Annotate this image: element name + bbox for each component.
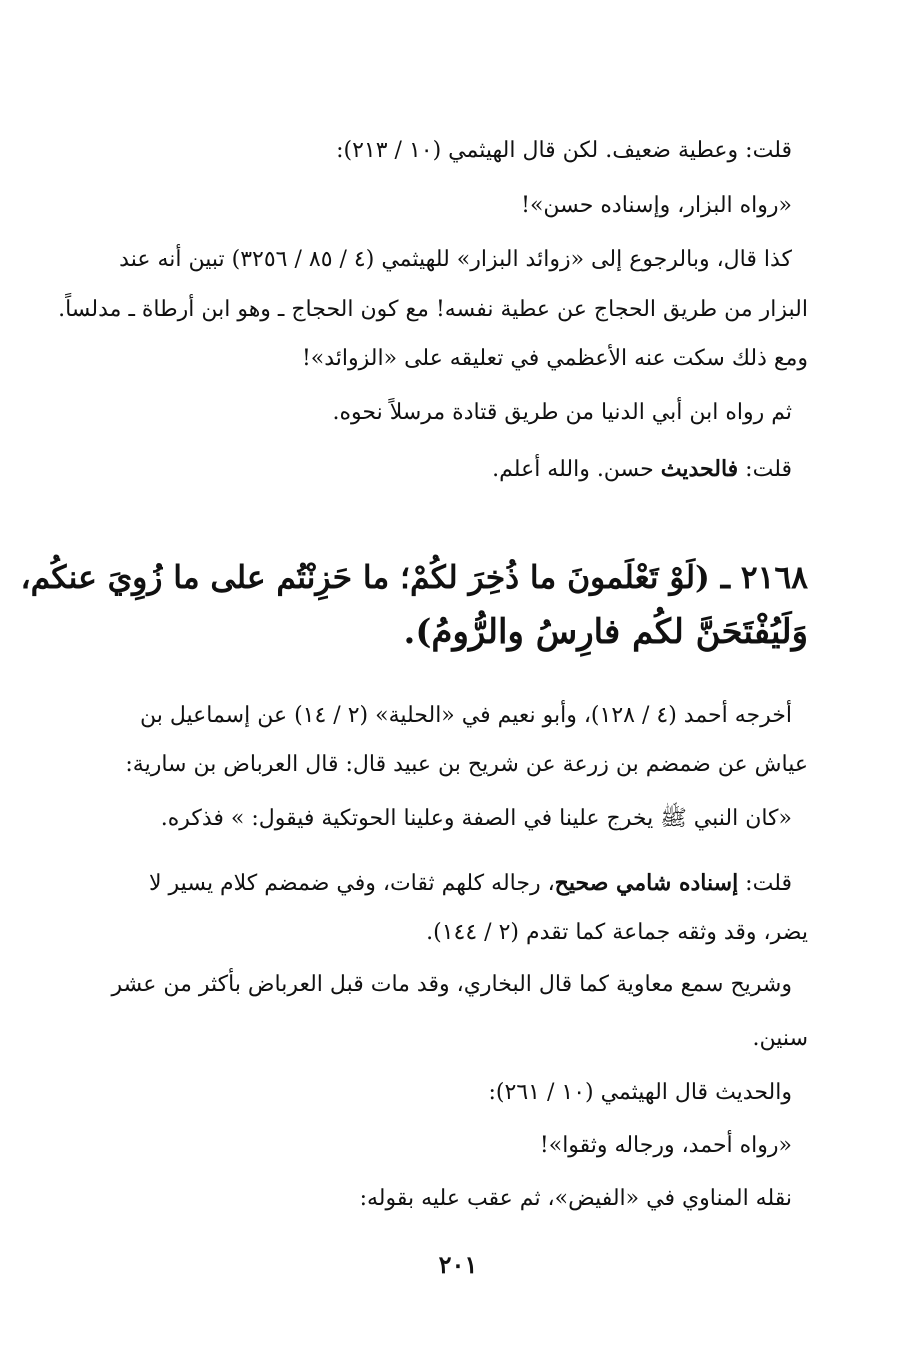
- page-number: ٢٠١: [438, 1250, 478, 1279]
- text-line: وشريح سمع معاوية كما قال البخاري، وقد مات قبل العرباض بأكثر من عشر: [111, 972, 792, 997]
- text-line: «رواه البزار، وإسناده حسن»!: [521, 193, 792, 218]
- hadith-heading-line: وَلَيُفْتَحَنَّ لكُم فارِسُ والرُّومُ).: [403, 612, 808, 652]
- bold-run: فالحديث: [660, 456, 739, 482]
- text-line: ثم رواه ابن أبي الدنيا من طريق قتادة مرسلاً نحوه.: [332, 400, 792, 425]
- text-run: ، رجاله كلهم ثقات، وفي ضمضم كلام يسير لا: [149, 871, 555, 896]
- text-line: «كان النبي ﷺ يخرج علينا في الصفة وعلينا الحوتكية فيقول: » فذكره.: [160, 806, 792, 831]
- text-line: والحديث قال الهيثمي (١٠ / ٢٦١):: [488, 1080, 792, 1105]
- hadith-heading-line: ٢١٦٨ ـ (لَوْ تَعْلَمونَ ما ذُخِرَ لكُمْ؛ ما حَزِنْتُم على ما زُوِيَ عنكُم،: [20, 560, 808, 596]
- text-line: يضر، وقد وثقه جماعة كما تقدم (٢ / ١٤٤).: [426, 920, 808, 945]
- text-line: ومع ذلك سكت عنه الأعظمي في تعليقه على «الزوائد»!: [301, 346, 808, 371]
- text-line: قلت: وعطية ضعيف. لكن قال الهيثمي (١٠ / ٢١٣):: [336, 138, 792, 163]
- text-run: قلت:: [738, 871, 792, 896]
- text-line: نقله المناوي في «الفيض»، ثم عقب عليه بقوله:: [359, 1186, 792, 1211]
- text-line: البزار من طريق الحجاج عن عطية نفسه! مع كون الحجاج ـ وهو ابن أرطاة ـ مدلساً.: [58, 297, 808, 322]
- text-line: [492, 456, 792, 483]
- text-line: كذا قال، وبالرجوع إلى «زوائد البزار» للهيثمي (٤ / ٨٥ / ٣٢٥٦) تبين أنه عند: [119, 247, 792, 272]
- text-line: أخرجه أحمد (٤ / ١٢٨)، وأبو نعيم في «الحلية» (٢ / ١٤) عن إسماعيل بن: [139, 703, 792, 728]
- text-line: عياش عن ضمضم بن زرعة عن شريح بن عبيد قال: قال العرباض بن سارية:: [125, 752, 808, 777]
- text-run: حسن. والله أعلم.: [492, 457, 661, 482]
- bold-run: إسناده شامي صحيح: [554, 870, 739, 896]
- text-line: سنين.: [752, 1026, 808, 1051]
- text-line: «رواه أحمد، ورجاله وثقوا»!: [539, 1133, 792, 1158]
- text-line: [149, 870, 792, 897]
- text-run: قلت:: [738, 457, 792, 482]
